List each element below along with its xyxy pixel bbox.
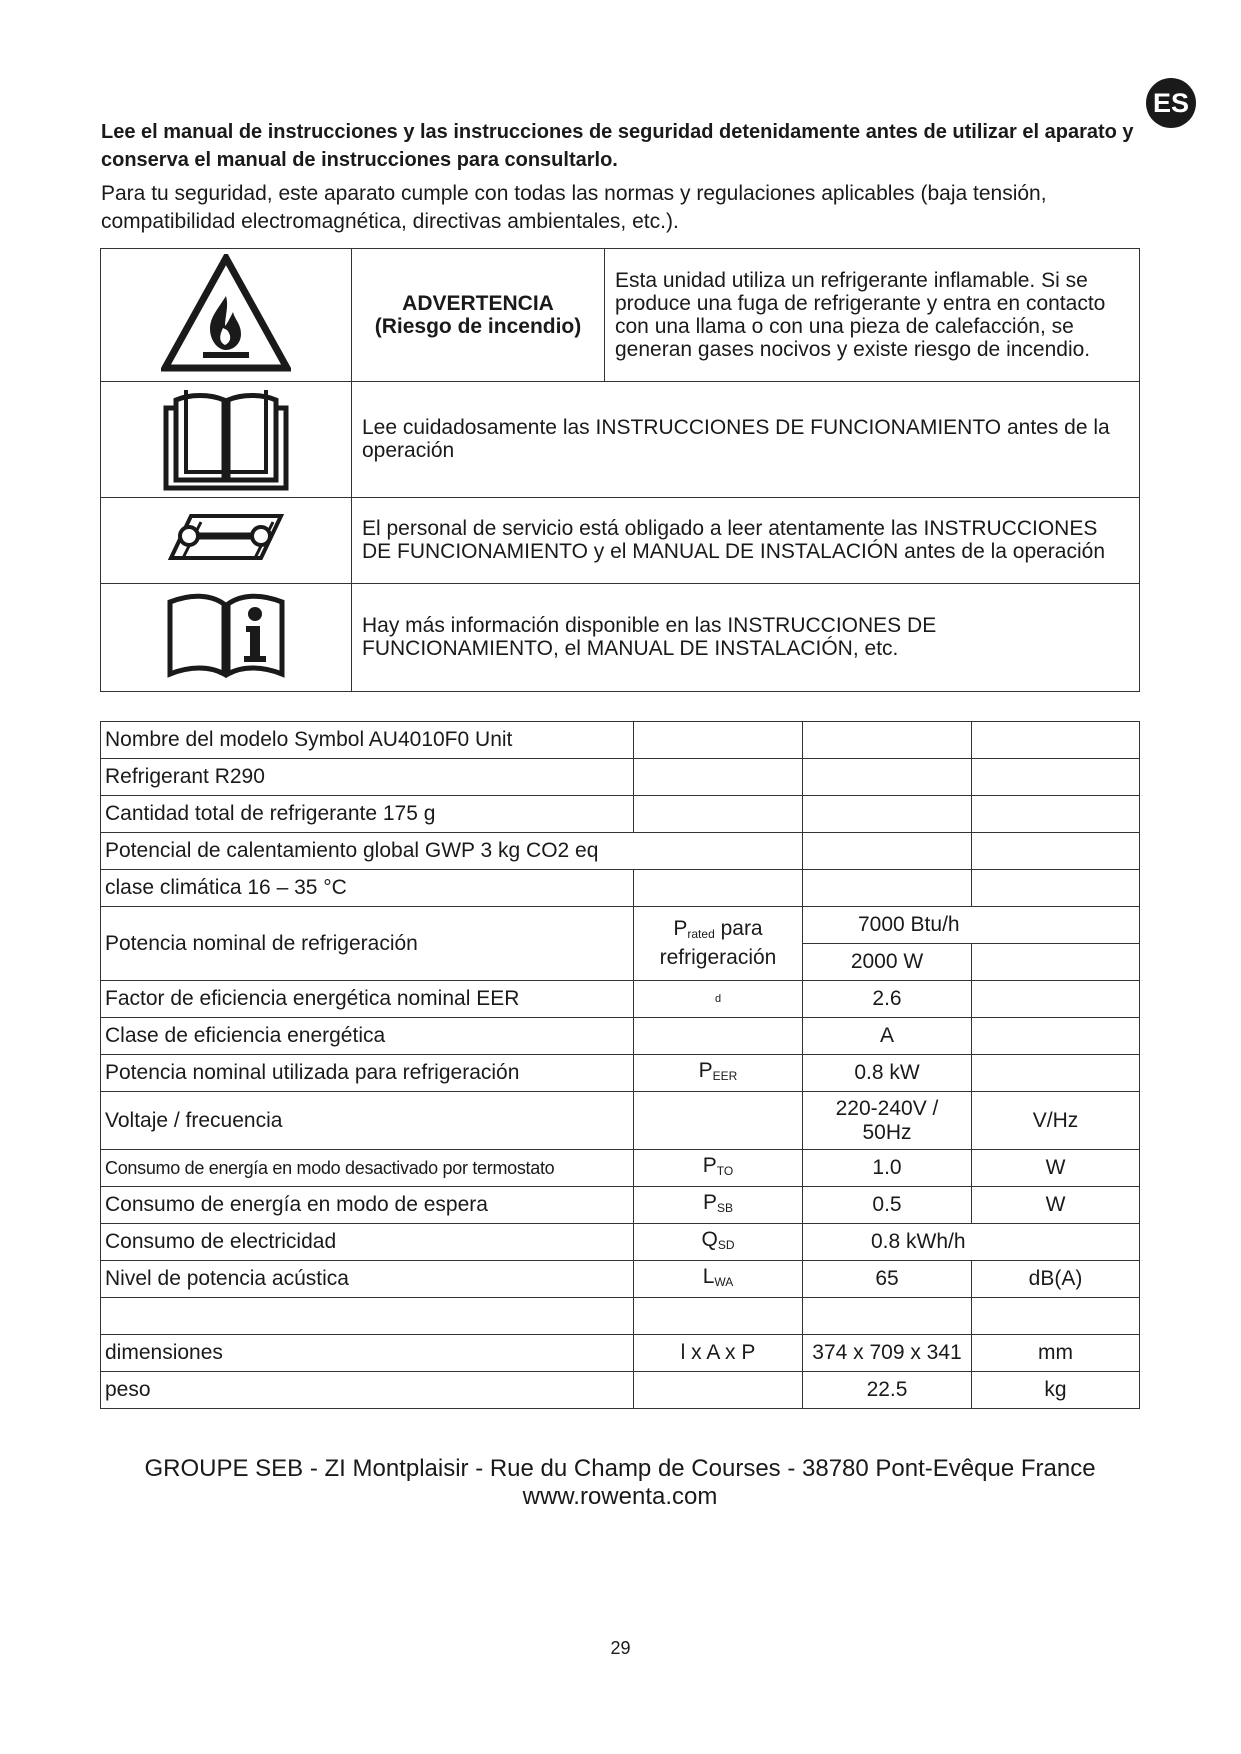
power-used-value: 0.8 kW — [803, 1055, 972, 1092]
weight-label: peso — [101, 1372, 634, 1409]
spec-row — [101, 1055, 1140, 1092]
power-used-label: Potencia nominal utilizada para refrigeración — [101, 1055, 634, 1092]
weight-value: 22.5 — [803, 1372, 972, 1409]
model-name: Nombre del modelo Symbol AU4010F0 Unit — [101, 722, 634, 759]
total-refrigerant: Cantidad total de refrigerante 175 g — [101, 796, 634, 833]
cooling-power-label: Potencia nominal de refrigeración — [101, 907, 634, 981]
efficiency-class-value: A — [803, 1018, 972, 1055]
electricity-label: Consumo de electricidad — [101, 1224, 634, 1261]
spec-row — [101, 1335, 1140, 1372]
specification-table — [100, 721, 1140, 1409]
standby-unit: W — [972, 1187, 1140, 1224]
fire-warning-text: Esta unidad utiliza un refrigerante inflamable. Si se produce una fuga de refrigerante y entra en contacto con una llama o con una pieza de calefacción, se generan gases nocivos y existe riesgo de incendio. — [605, 249, 1140, 382]
dimensions-label: dimensiones — [101, 1335, 634, 1372]
spec-row — [101, 1150, 1140, 1187]
manual-icon-cell — [101, 382, 352, 498]
spec-row — [101, 796, 1140, 833]
warning-title: ADVERTENCIA — [402, 292, 554, 315]
footer — [100, 1455, 1140, 1511]
service-manual-text: El personal de servicio está obligado a leer atentamente las INSTRUCCIONES DE FUNCIONAMIENTO y el MANUAL DE INSTALACIÓN antes de la operación — [352, 498, 1140, 584]
power-used-symbol: $P_{EER}$ — [634, 1055, 803, 1092]
sound-label: Nivel de potencia acústica — [101, 1261, 634, 1298]
warning-table — [100, 248, 1140, 692]
standby-value: 0.5 — [803, 1187, 972, 1224]
intro-bold-text: Lee el manual de instrucciones y las instrucciones de seguridad detenidamente antes de utilizar el aparato y conserva el manual de instrucciones para consultarlo. — [101, 121, 1134, 171]
sound-value: 65 — [803, 1261, 972, 1298]
dimensions-value: 374 x 709 x 341 — [803, 1335, 972, 1372]
climate-class: clase climática 16 – 35 °C — [101, 870, 634, 907]
weight-unit: kg — [972, 1372, 1140, 1409]
warning-label-cell — [352, 249, 605, 382]
thermostat-off-unit: W — [972, 1150, 1140, 1187]
info-icon-cell — [101, 584, 352, 692]
standby-symbol: $P_{SB}$ — [634, 1187, 803, 1224]
standby-label: Consumo de energía en modo de espera — [101, 1187, 634, 1224]
service-icon-cell — [101, 498, 352, 584]
spec-row — [101, 1187, 1140, 1224]
spec-row — [101, 870, 1140, 907]
sound-symbol: $L_{WA}$ — [634, 1261, 803, 1298]
sound-unit: dB(A) — [972, 1261, 1140, 1298]
intro-text: Para tu seguridad, este aparato cumple con todas las normas y regulaciones aplicables (baja tensión, compatibilidad electromagnética, directivas ambientales, etc.). — [101, 182, 1047, 233]
thermostat-off-symbol: $P_{TO}$ — [634, 1150, 803, 1187]
spec-row — [101, 1224, 1140, 1261]
book-icon — [162, 382, 290, 492]
info-manual-icon — [162, 590, 290, 680]
thermostat-off-label: Consumo de energía en modo desactivado por termostato — [101, 1150, 634, 1187]
dimensions-symbol: l x A x P — [634, 1335, 803, 1372]
efficiency-class-label: Clase de eficiencia energética — [101, 1018, 634, 1055]
spec-row — [101, 722, 1140, 759]
read-manual-text: Lee cuidadosamente las INSTRUCCIONES DE FUNCIONAMIENTO antes de la operación — [352, 382, 1140, 498]
spec-row — [101, 1092, 1140, 1150]
warning-subtitle: (Riesgo de incendio) — [374, 315, 582, 338]
service-manual-icon — [161, 508, 291, 568]
spec-row — [101, 1298, 1140, 1335]
spec-row — [101, 759, 1140, 796]
spec-row — [101, 1261, 1140, 1298]
page-number: 29 — [610, 1638, 631, 1658]
voltage-label: Voltaje / frecuencia — [101, 1092, 634, 1150]
website-url: www.rowenta.com — [522, 1483, 718, 1510]
eer-symbol: d — [634, 981, 803, 1018]
cooling-power-w: 2000 W — [803, 944, 972, 981]
spec-row — [101, 1372, 1140, 1409]
refrigerant: Refrigerant R290 — [101, 759, 634, 796]
cooling-power-btu: 7000 Btu/h — [803, 907, 1140, 944]
voltage-value: 220-240V / 50Hz — [803, 1092, 972, 1150]
fire-warning-cell — [101, 249, 352, 382]
electricity-value: 0.8 kWh/h — [803, 1224, 1140, 1261]
company-address: GROUPE SEB - ZI Montplaisir - Rue du Champ de Courses - 38780 Pont-Evêque France — [144, 1455, 1096, 1482]
cooling-power-symbol: $P_{rated}$ para refrigeración — [634, 907, 803, 981]
info-text: Hay más información disponible en las INSTRUCCIONES DE FUNCIONAMIENTO, el MANUAL DE INSTALACIÓN, etc. — [352, 584, 1140, 692]
voltage-unit: V/Hz — [972, 1092, 1140, 1150]
gwp: Potencial de calentamiento global GWP 3 kg CO2 eq — [101, 833, 803, 870]
flammable-warning-icon — [161, 254, 291, 372]
spec-row — [101, 1018, 1140, 1055]
spec-row — [101, 981, 1140, 1018]
eer-label: Factor de eficiencia energética nominal EER — [101, 981, 634, 1018]
dimensions-unit: mm — [972, 1335, 1140, 1372]
electricity-symbol: $Q_{SD}$ — [634, 1224, 803, 1261]
thermostat-off-value: 1.0 — [803, 1150, 972, 1187]
language-badge: ES — [1146, 78, 1196, 128]
spec-row — [101, 833, 1140, 870]
spec-row — [101, 907, 1140, 944]
eer-value: 2.6 — [803, 981, 972, 1018]
